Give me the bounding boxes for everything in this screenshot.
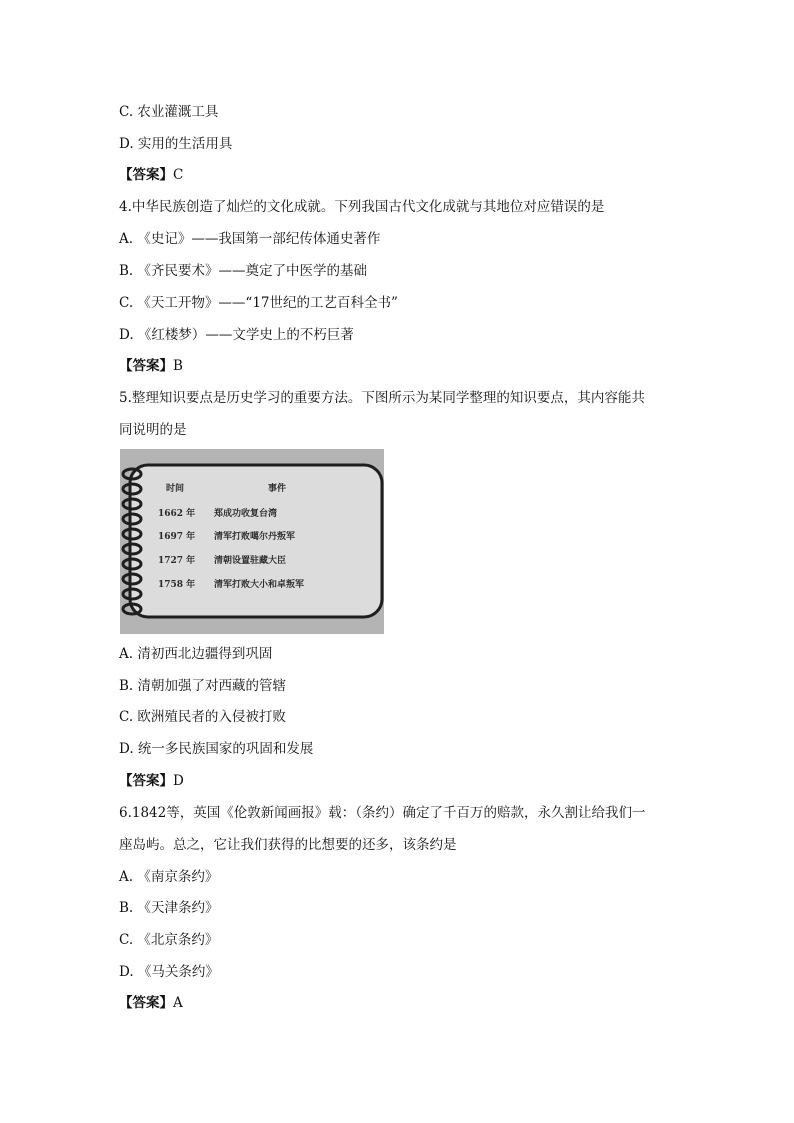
q4-stem: 4.中华民族创造了灿烂的文化成就。下列我国古代文化成就与其地位对应错误的是 xyxy=(119,199,605,215)
figure-year: 1758 年 xyxy=(158,580,196,590)
figure-event: 清军打败大小和卓叛军 xyxy=(214,580,305,590)
q5-stem-line2: 同说明的是 xyxy=(119,422,187,438)
figure-header-event: 事件 xyxy=(268,484,287,494)
answer-label: 【答案】 xyxy=(119,358,173,374)
figure-event: 郑成功收复台湾 xyxy=(214,509,278,519)
notepad-figure xyxy=(120,449,384,634)
q6-option-d: D. 《马关条约》 xyxy=(119,964,219,980)
answer-label: 【答案】 xyxy=(119,773,173,789)
q4-option-b: B. 《齐民要术》——奠定了中医学的基础 xyxy=(119,263,368,279)
q6-stem-line1: 6.1842等，英国《伦敦新闻画报》载：（条约）确定了千百万的赔款，永久割让给我们一 xyxy=(119,805,646,821)
q5-option-a: A. 清初西北边疆得到巩固 xyxy=(119,646,273,662)
q6-option-c: C. 《北京条约》 xyxy=(119,932,219,948)
q3-answer xyxy=(119,166,183,184)
q5-stem-line1: 5.整理知识要点是历史学习的重要方法。下图所示为某同学整理的知识要点，其内容能共 xyxy=(119,390,645,406)
q4-option-c: C. 《天工开物》——“17世纪的工艺百科全书” xyxy=(119,295,398,311)
answer-label: 【答案】 xyxy=(119,167,173,183)
q5-option-b: B. 清朝加强了对西藏的管辖 xyxy=(119,678,287,694)
answer-value: C xyxy=(173,167,184,183)
q4-option-d: D. 《红楼梦）——文学史上的不朽巨著 xyxy=(119,327,354,343)
q6-stem-line2: 座岛屿。总之，它让我们获得的比想要的还多，该条约是 xyxy=(119,837,457,853)
q6-option-a: A. 《南京条约》 xyxy=(119,869,219,885)
answer-label: 【答案】 xyxy=(119,995,173,1011)
q3-option-c: C. 农业灌溉工具 xyxy=(119,104,219,120)
q5-option-c: C. 欧洲殖民者的入侵被打败 xyxy=(119,709,286,725)
figure-year: 1727 年 xyxy=(158,556,196,566)
figure-header-time: 时间 xyxy=(166,484,185,494)
q3-option-d: D. 实用的生活用具 xyxy=(119,136,233,152)
answer-value: A xyxy=(173,995,183,1011)
figure-event: 清军打败噶尔丹叛军 xyxy=(214,532,296,542)
q5-answer xyxy=(119,772,184,790)
figure-year: 1697 年 xyxy=(158,532,196,542)
notepad-svg xyxy=(120,449,384,634)
answer-value: B xyxy=(173,358,183,374)
q4-option-a: A. 《史记》——我国第一部纪传体通史著作 xyxy=(119,231,381,247)
answer-value: D xyxy=(173,773,184,789)
figure-event: 清朝设置驻藏大臣 xyxy=(214,556,287,566)
q4-answer xyxy=(119,357,183,375)
figure-year: 1662 年 xyxy=(158,509,196,519)
q5-option-d: D. 统一多民族国家的巩固和发展 xyxy=(119,741,314,757)
q6-option-b: B. 《天津条约》 xyxy=(119,900,219,916)
q6-answer xyxy=(119,994,183,1012)
